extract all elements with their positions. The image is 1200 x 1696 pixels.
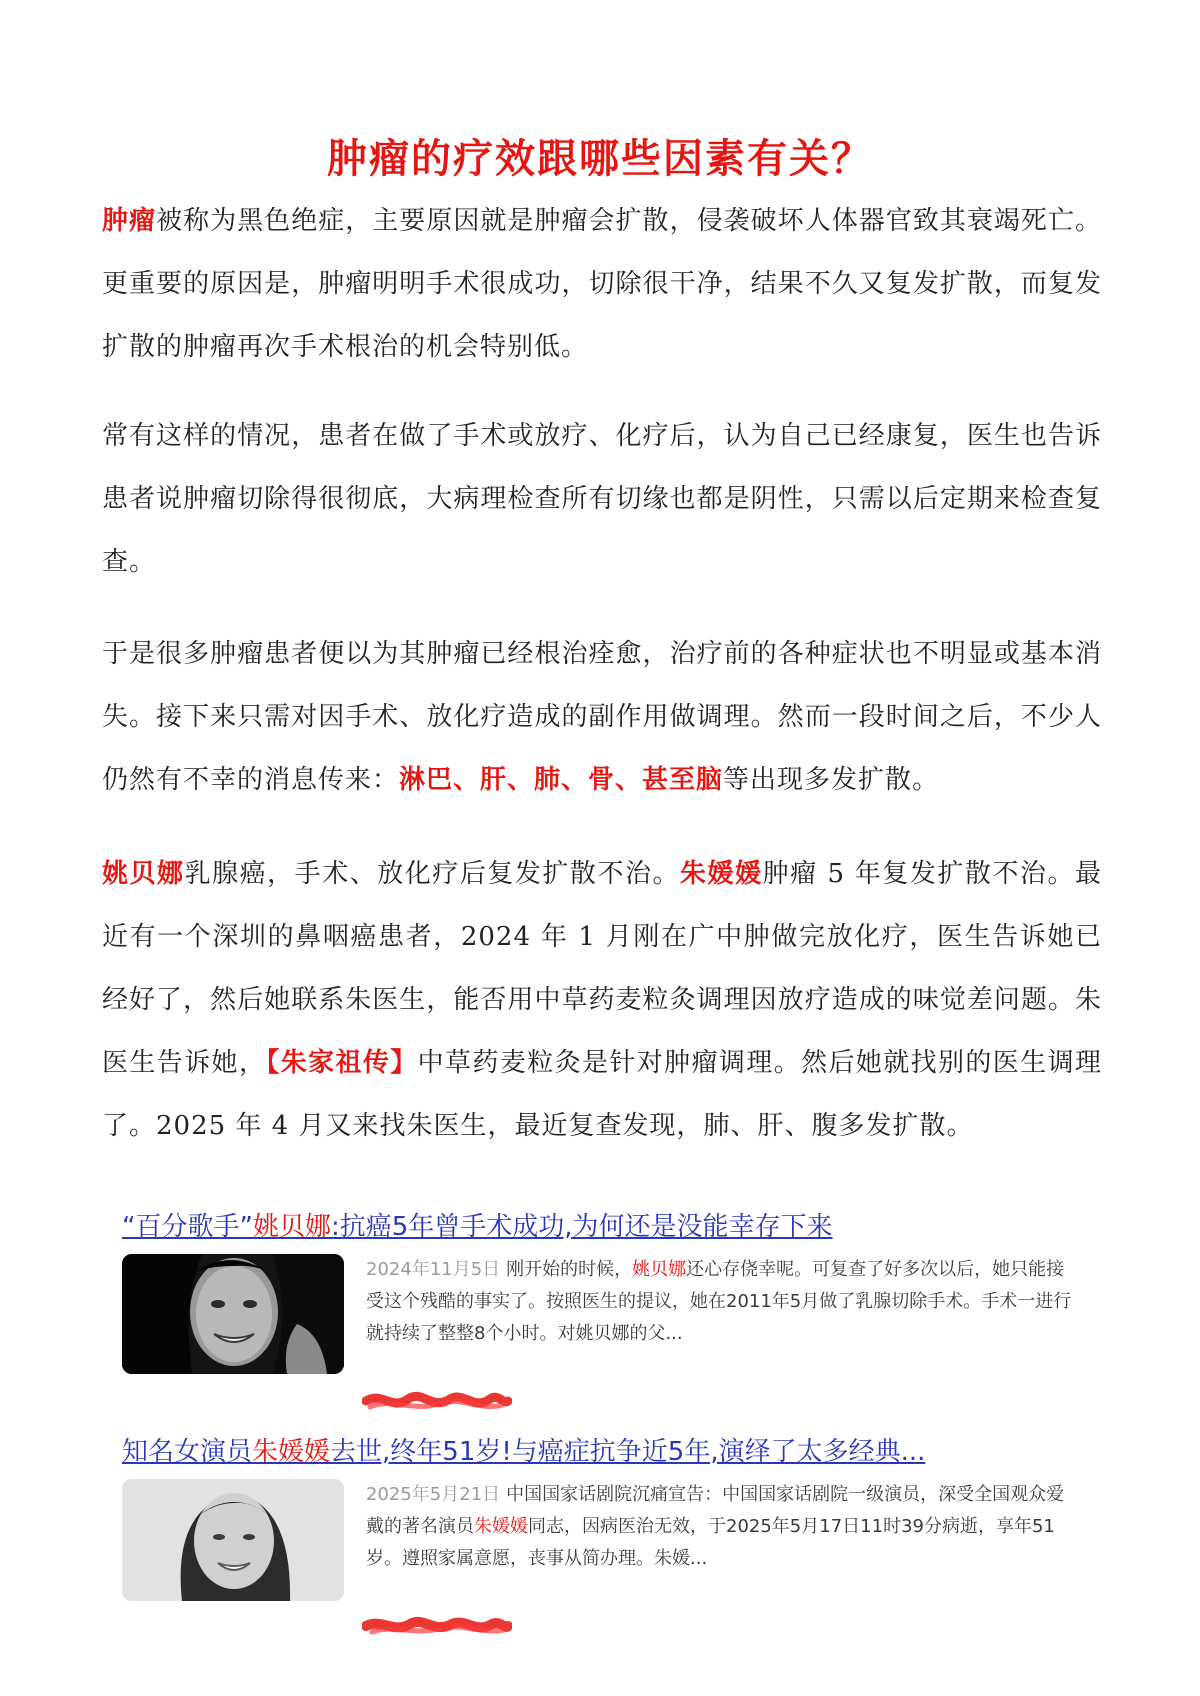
paragraph-metastasis (102, 623, 1102, 812)
news-snippet (366, 1254, 1082, 1350)
highlight-organs: 淋巴、肝、肺、骨、甚至脑 (399, 765, 724, 795)
news-snippet (366, 1479, 1082, 1575)
news-photo[interactable] (122, 1254, 344, 1374)
highlight-brand: 【朱家祖传】 (266, 1048, 418, 1078)
portrait-image (122, 1254, 344, 1374)
news-title-highlight: 朱媛媛 (252, 1437, 331, 1467)
paragraph-recovery (102, 405, 1102, 594)
news-card (122, 1210, 1082, 1404)
snippet-text: 同志，因病医治无效，于2025年5月17日11时39分病逝，享年51岁。遵照家属意愿，丧事从简办理。朱媛... (366, 1516, 1055, 1569)
news-title-text: 去世,终年51岁!与癌症抗争近5年,演绎了太多经典... (330, 1437, 926, 1467)
highlight-name: 姚贝娜 (102, 859, 185, 889)
portrait-image (122, 1479, 344, 1601)
redacted-source-scribble (362, 1387, 512, 1415)
redacted-source-scribble (362, 1612, 512, 1640)
paragraph-text: 于是很多肿瘤患者便以为其肿瘤已经根治痊愈，治疗前的各种症状也不明显或基本消失。接下来只需对因手术、放化疗造成的副作用做调理。然而一段时间之后，不少人仍然有不幸的消息传来： (102, 639, 1102, 795)
news-title-text: “百分歌手” (122, 1212, 253, 1242)
snippet-text: 刚开始的时候， (506, 1259, 633, 1280)
snippet-text: 中国国家话剧院沉痛宣告：中国国家话剧院一级演员，深受全国观众爱戴的著名演员 (366, 1484, 1065, 1537)
paragraph-text: 等出现多发扩散。 (723, 765, 940, 795)
snippet-highlight: 姚贝娜 (632, 1259, 687, 1280)
news-title-text: 知名女演员 (122, 1437, 253, 1467)
news-title-text: :抗癌5年曾手术成功,为何还是没能幸存下来 (330, 1212, 833, 1242)
highlight-tumor: 肿瘤 (102, 206, 157, 236)
paragraph-cases (102, 843, 1102, 1158)
paragraph-text: 乳腺癌，手术、放化疗后复发扩散不治。 (184, 859, 681, 889)
news-card (122, 1435, 1082, 1629)
paragraph-text: 被称为黑色绝症，主要原因就是肿瘤会扩散，侵袭破坏人体器官致其衰竭死亡。更重要的原因是，肿瘤明明手术很成功，切除很干净，结果不久又复发扩散，而复发扩散的肿瘤再次手术根治的机会特别低。 (102, 206, 1102, 362)
page-title: 肿瘤的疗效跟哪些因素有关？ (327, 134, 873, 182)
highlight-name: 朱媛媛 (680, 859, 763, 889)
snippet-text: 还心存侥幸呢。可复查了好多次以后，她只能接受这个残酷的事实了。按照医生的提议，她在2011年5月做了乳腺切除手术。手术一进行就持续了整整8个小时。对姚贝娜的父... (366, 1259, 1072, 1344)
paragraph-text: 常有这样的情况，患者在做了手术或放疗、化疗后，认为自己已经康复，医生也告诉患者说肿瘤切除得很彻底，大病理检查所有切缘也都是阴性，只需以后定期来检查复查。 (102, 421, 1102, 577)
news-title-link[interactable] (122, 1210, 1082, 1244)
news-photo[interactable] (122, 1479, 344, 1601)
news-body (122, 1254, 1082, 1404)
paragraph-text: 肿瘤 5 年复发扩散不治。最近有一个深圳的鼻咽癌患者，2024 年 1 月刚在广中肿做完放化疗，医生告诉她已经好了，然后她联系朱医生，能否用中草药麦粒灸调理因放疗造成的味觉差问题。朱医生告诉她， (102, 859, 1102, 1078)
news-body (122, 1479, 1082, 1629)
snippet-highlight: 朱媛媛 (474, 1516, 528, 1537)
news-title-highlight: 姚贝娜 (252, 1212, 331, 1242)
paragraph-text: 中草药麦粒灸是针对肿瘤调理。然后她就找别的医生调理了。2025 年 4 月又来找朱医生，最近复查发现，肺、肝、腹多发扩散。 (102, 1048, 1102, 1141)
news-date: 2024年11月5日 (366, 1259, 501, 1280)
paragraph-intro (102, 190, 1102, 379)
news-date: 2025年5月21日 (366, 1484, 501, 1505)
news-title-link[interactable] (122, 1435, 1082, 1469)
